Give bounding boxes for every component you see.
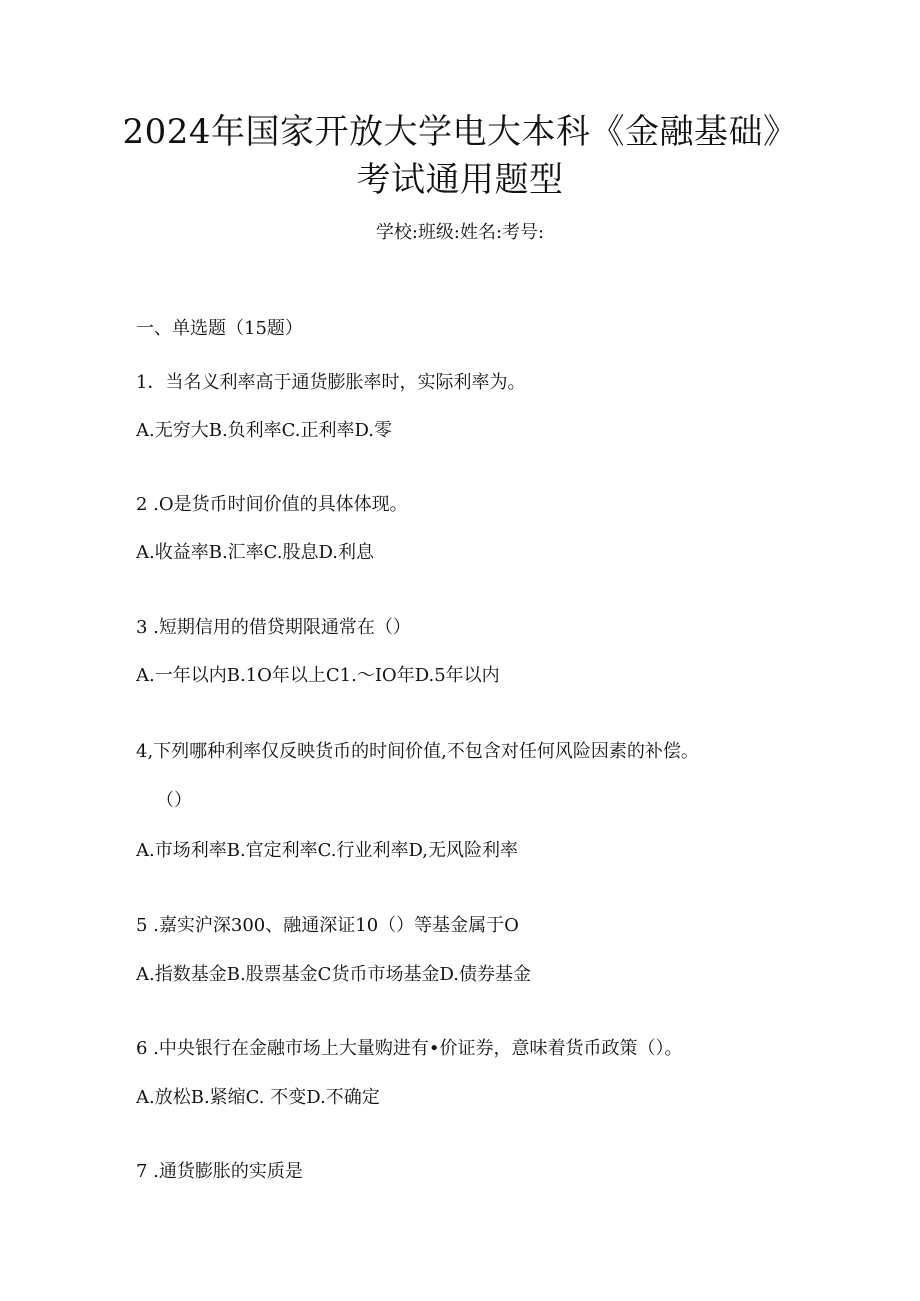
question-5-stem: 5 .嘉实沪深300、融通深证10（）等基金属于O bbox=[136, 915, 519, 936]
section-heading: 一、单选题（15题） bbox=[136, 318, 303, 339]
question-2-options: A.收益率B.汇率C.股息D.利息 bbox=[136, 542, 375, 563]
question-1-stem: 1．当名义利率高于通货膨胀率时，实际利率为。 bbox=[136, 372, 526, 393]
question-7-stem: 7 .通货膨胀的实质是 bbox=[136, 1161, 303, 1182]
question-6-options: A.放松B.紧缩C. 不变D.不确定 bbox=[136, 1087, 380, 1108]
question-4-stem: 4,下列哪种利率仅反映货币的时间价值,不包含对任何风险因素的补偿。 bbox=[136, 741, 699, 762]
question-4-stem-continuation: （） bbox=[156, 790, 192, 811]
question-5-options: A.指数基金B.股票基金C货币市场基金D.债券基金 bbox=[136, 964, 531, 985]
question-3-options: A.一年以内B.1O年以上C1.～IO年D.5年以内 bbox=[136, 665, 500, 686]
question-2-stem: 2 .O是货币时间价值的具体体现。 bbox=[136, 494, 408, 515]
question-4-options: A.市场利率B.官定利率C.行业利率D,无风险利率 bbox=[136, 840, 519, 861]
document-title-line-2: 考试通用题型 bbox=[356, 160, 564, 200]
student-info-line: 学校:班级:姓名:考号: bbox=[375, 222, 545, 243]
document-title-line-1: 2024年国家开放大学电大本科《金融基础》 bbox=[122, 112, 798, 152]
question-6-stem: 6 .中央银行在金融市场上大量购进有•价证券，意味着货币政策（）。 bbox=[136, 1038, 683, 1059]
question-3-stem: 3 .短期信用的借贷期限通常在（） bbox=[136, 617, 411, 638]
question-1-options: A.无穷大B.负利率C.正利率D.零 bbox=[136, 420, 393, 441]
